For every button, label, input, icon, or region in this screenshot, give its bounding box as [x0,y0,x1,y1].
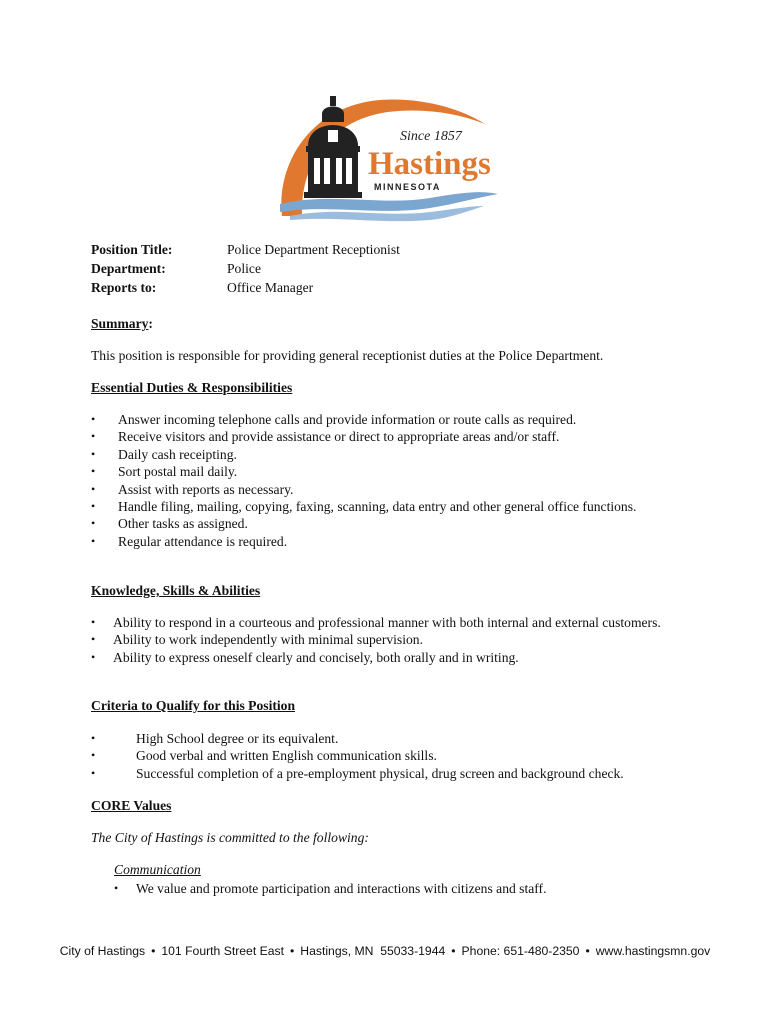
hastings-logo [270,94,502,222]
logo-state: MINNESOTA [374,182,441,192]
list-item: • Other tasks as assigned. [91,516,248,532]
list-item: • Daily cash receipting. [91,446,237,462]
list-item: • Handle filing, mailing, copying, faxing, scanning, data entry and other general office functions. [91,498,637,514]
list-item: • Answer incoming telephone calls and provide information or route calls as required. [91,412,577,427]
footer-phone: Phone: 651-480-2350 [461,944,580,958]
footer-separator: • [451,944,456,958]
summary-heading-wrap [91,316,153,332]
footer [0,944,770,958]
footer-separator: • [585,944,590,958]
list-item: • Successful completion of a pre-employment physical, drug screen and background check. [91,765,624,781]
footer-separator: • [151,944,156,958]
knowledge-heading: Knowledge, Skills & Abilities [91,583,261,598]
summary-heading: Summary [91,316,149,331]
footer-separator: • [290,944,295,958]
list-item: • High School degree or its equivalent. [91,731,339,746]
duties-list [91,411,636,550]
footer-website-link[interactable]: www.hastingsmn.gov [595,944,711,958]
position-title-label: Position Title: [91,242,173,257]
criteria-heading: Criteria to Qualify for this Position [91,698,296,713]
position-title-value: Police Department Receptionist [227,242,400,257]
knowledge-list [91,614,661,666]
reports-to-value: Office Manager [227,280,314,295]
hastings-logo-graphic [270,94,502,222]
list-item: • We value and promote participation and interactions with citizens and staff. [114,881,547,896]
list-item: • Ability to respond in a courteous and professional manner with both internal and external customers. [91,615,661,630]
footer-street: 101 Fourth Street East [161,944,284,958]
department-label: Department: [91,261,166,276]
list-item: • Assist with reports as necessary. [91,481,294,497]
communication-heading: Communication [114,862,201,877]
list-item: • Ability to express oneself clearly and concisely, both orally and in writing. [91,649,519,665]
core-values-intro: The City of Hastings is committed to the following: [91,830,369,845]
footer-city-state-zip: Hastings, MN 55033-1944 [300,944,446,958]
core-values-heading: CORE Values [91,798,172,813]
list-item: • Ability to work independently with minimal supervision. [91,632,423,648]
footer-city: City of Hastings [59,944,146,958]
criteria-list [91,730,624,782]
list-item: • Regular attendance is required. [91,533,288,549]
list-item: • Receive visitors and provide assistance or direct to appropriate areas and/or staff. [91,429,560,445]
summary-heading-colon: : [148,316,153,331]
list-item: • Good verbal and written English communication skills. [91,748,437,764]
reports-to-label: Reports to: [91,280,157,295]
summary-text: This position is responsible for providing general receptionist duties at the Police Department. [91,348,604,363]
logo-name: Hastings [368,146,491,182]
department-value: Police [227,261,261,276]
logo-since: Since 1857 [400,129,462,144]
duties-heading: Essential Duties & Responsibilities [91,380,293,395]
communication-list [114,880,547,897]
list-item: • Sort postal mail daily. [91,464,238,480]
